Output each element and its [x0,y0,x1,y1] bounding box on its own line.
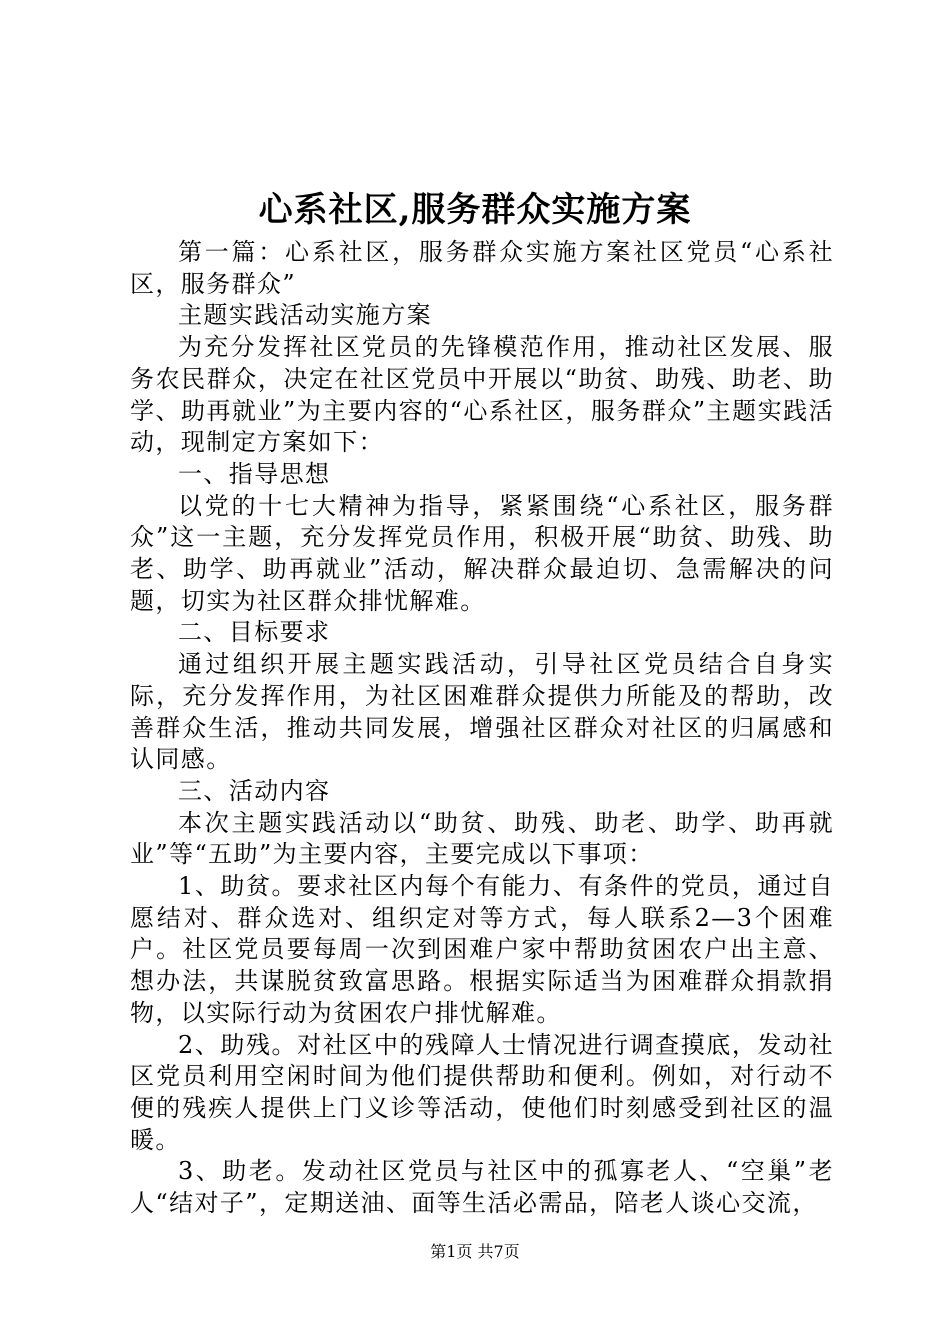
page-footer: 第1页 共7页 [430,1242,520,1261]
paragraph: 主题实践活动实施方案 [178,301,432,330]
paragraph: 2、助残。对社区中的残障人士情况进行调查摸底，发动社区党员利用空闲时间为他们提供帮助和便利。例如，对行动不便的残疾人提供上门义诊等活动，使他们时刻感受到社区的温暖。 [130,1030,834,1154]
document-body [130,237,834,1220]
section-heading: 一、指导思想 [178,459,331,488]
paragraph: 以党的十七大精神为指导，紧紧围绕“心系社区，服务群众”这一主题，充分发挥党员作用，积极开展“助贫、助残、助老、助学、助再就业”活动，解决群众最迫切、急需解决的问题，切实为社区群众排忧解难。 [130,491,834,615]
paragraph: 3、助老。发动社区党员与社区中的孤寡老人、“空巢”老人“结对子”，定期送油、面等生活必需品，陪老人谈心交流， [130,1157,834,1218]
document-title: 心系社区,服务群众实施方案 [258,190,692,230]
paragraph: 1、助贫。要求社区内每个有能力、有条件的党员，通过自愿结对、群众选对、组织定对等方式，每人联系2—3个困难户。社区党员要每周一次到困难户家中帮助贫困农户出主意、想办法，共谋脱贫致富思路。根据实际适当为困难群众捐款捐物，以实际行动为贫困农户排忧解难。 [130,872,834,1027]
paragraph: 通过组织开展主题实践活动，引导社区党员结合自身实际，充分发挥作用，为社区困难群众提供力所能及的帮助，改善群众生活，推动共同发展，增强社区群众对社区的归属感和认同感。 [130,650,834,774]
paragraph: 本次主题实践活动以“助贫、助残、助老、助学、助再就业”等“五助”为主要内容，主要完成以下事项： [130,808,834,869]
paragraph: 第一篇：心系社区，服务群众实施方案社区党员“心系社区，服务群众” [130,238,834,298]
paragraph: 为充分发挥社区党员的先锋模范作用，推动社区发展、服务农民群众，决定在社区党员中开展以“助贫、助残、助老、助学、助再就业”为主要内容的“心系社区，服务群众”主题实践活动，现制定方案如下： [130,333,834,457]
section-heading: 二、目标要求 [178,618,331,647]
section-heading: 三、活动内容 [178,776,331,805]
